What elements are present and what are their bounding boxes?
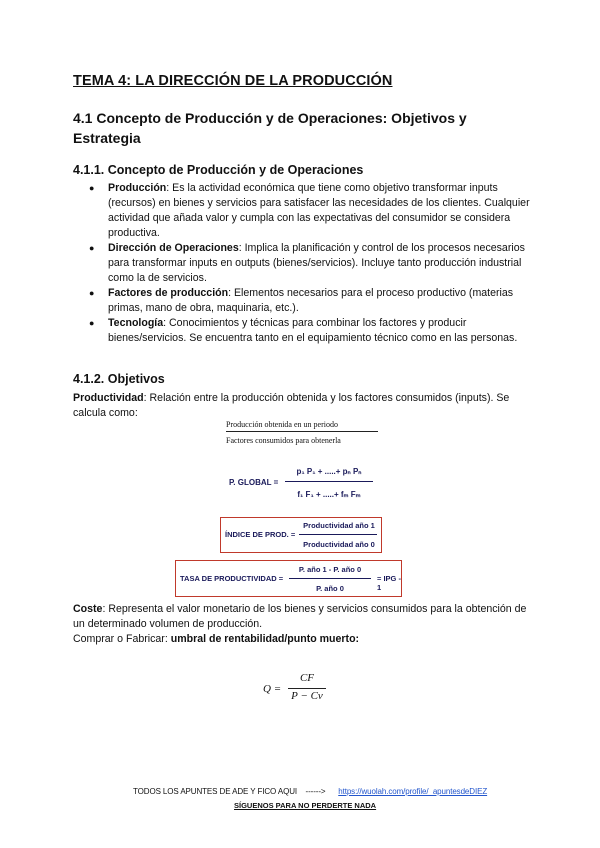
comprar-fabricar-line <box>73 632 533 647</box>
page-title: TEMA 4: LA DIRECCIÓN DE LA PRODUCCIÓN <box>73 73 393 89</box>
section-heading: 4.1 Concepto de Producción y de Operaciones: Objetivos y Estrategia <box>73 110 467 146</box>
coste-term: Coste <box>73 603 103 615</box>
coste-paragraph <box>73 602 533 632</box>
formula-punto-muerto <box>263 672 333 708</box>
bullet-icon: ● <box>89 183 95 193</box>
formula-result: = IPG - 1 <box>377 574 401 592</box>
footer-follow: SÍGUENOS PARA NO PERDERTE NADA <box>234 801 377 810</box>
productividad-text: : Relación entre la producción obtenida y los factores consumidos (inputs). Se calcula como: <box>73 392 510 419</box>
bullet-text: : Es la actividad económica que tiene como objetivo transformar inputs (recursos) en bienes y servicios para satisfacer las necesidades de los clientes. Cualquier actividad que añada valor y cumpla con las expectativas del consumidor se considera productiva. <box>108 182 530 239</box>
formula-tasa-productividad <box>175 560 402 597</box>
list-item <box>73 286 533 316</box>
footer-arrow: ------> <box>305 787 326 796</box>
formula-label: ÍNDICE DE PROD. = <box>225 530 296 539</box>
fraction-line <box>289 578 371 579</box>
formula-denominator: Productividad año 0 <box>303 540 375 549</box>
formula-numerator: CF <box>299 672 315 684</box>
fraction-line <box>299 534 377 535</box>
formula-indice-productividad <box>220 517 382 553</box>
comprar-bold: umbral de rentabilidad/punto muerto: <box>170 633 360 645</box>
productividad-paragraph <box>73 391 533 421</box>
bullet-icon: ● <box>89 288 95 298</box>
formula-productividad-global <box>229 462 379 504</box>
bullet-icon: ● <box>89 318 95 328</box>
footer-text: TODOS LOS APUNTES DE ADE Y FICO AQUI <box>133 787 298 796</box>
formula-label: TASA DE PRODUCTIVIDAD = <box>180 574 284 583</box>
bullet-icon: ● <box>89 243 95 253</box>
formula-label: Q = <box>263 683 282 695</box>
bullet-term: Dirección de Operaciones <box>108 242 239 254</box>
list-item <box>73 241 533 286</box>
comprar-prefix: Comprar o Fabricar: <box>73 633 171 645</box>
footer-promo <box>133 787 487 796</box>
formula-denominator: P − Cv <box>291 690 323 702</box>
subsection-heading-objetivos: 4.1.2. Objetivos <box>73 372 165 386</box>
bullet-text: : Implica la planificación y control de los procesos necesarios para transformar inputs en outputs (bienes/servicios). Incluye tanto producción industrial como la de servicios. <box>108 242 525 284</box>
formula-denominator: P. año 0 <box>316 584 344 593</box>
formula-numerator: P. año 1 - P. año 0 <box>298 565 362 574</box>
bullet-text: : Elementos necesarios para el proceso productivo (materias primas, mano de obra, maquinaria, etc.). <box>108 287 514 314</box>
concept-list <box>73 181 533 346</box>
formula-denominator: f₁ F₁ + .....+ fₘ Fₘ <box>297 490 361 499</box>
formula-label: P. GLOBAL = <box>229 478 279 487</box>
fraction-line <box>285 481 373 482</box>
formula-numerator: p₁ P₁ + .....+ pₙ Pₙ <box>296 467 362 476</box>
bullet-term: Tecnología <box>108 317 164 329</box>
fraction-line <box>288 688 326 689</box>
formula-denominator: Factores consumidos para obtenerla <box>226 436 341 445</box>
list-item <box>73 316 533 346</box>
subsection-heading-concepto: 4.1.1. Concepto de Producción y de Operaciones <box>73 163 364 177</box>
list-item <box>73 181 533 241</box>
bullet-text: : Conocimientos y técnicas para combinar los factores y producir bienes/servicios. Se encuentra tanto en el equipamiento técnico como en las personas. <box>108 317 518 344</box>
footer-link[interactable]: https://wuolah.com/profile/_apuntesdeDIEZ <box>338 787 488 796</box>
bullet-term: Producción <box>108 182 167 194</box>
formula-numerator: Productividad año 1 <box>303 521 375 530</box>
formula-productividad <box>226 420 378 445</box>
formula-numerator: Producción obtenida en un periodo <box>226 420 378 432</box>
coste-text: : Representa el valor monetario de los bienes y servicios consumidos para la obtención de un determinado volumen de producción. <box>73 603 527 630</box>
bullet-term: Factores de producción <box>108 287 229 299</box>
productividad-term: Productividad <box>73 392 144 404</box>
